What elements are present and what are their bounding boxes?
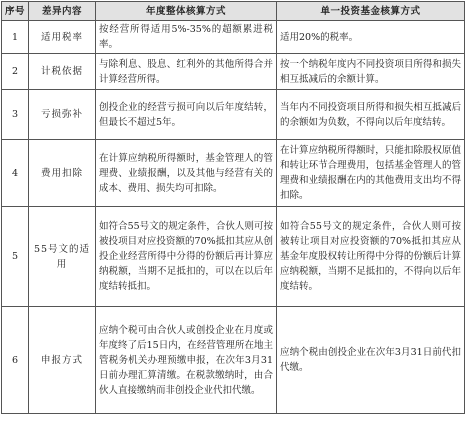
row-diff: 费用扣除: [29, 140, 96, 207]
row-single: 适用20%的税率。: [277, 21, 465, 54]
row-annual: 与除利息、股息、红利外的其他所得合并计算经营所得。: [96, 54, 277, 90]
row-diff: 亏损弥补: [29, 90, 96, 140]
row-no: 1: [2, 21, 29, 54]
row-no: 5: [2, 207, 29, 307]
table-row: [2, 54, 465, 90]
row-no: 2: [2, 54, 29, 90]
header-no: 序号: [2, 2, 29, 21]
row-diff: 55号文的适用: [29, 207, 96, 307]
row-diff: 申报方式: [29, 307, 96, 414]
header-single: 单一投资基金核算方式: [277, 2, 465, 21]
table-row: [2, 307, 465, 414]
row-annual: 如符合55号文的规定条件，合伙人则可按被投项目对应投资额的70%抵扣其应从创投企业经营所得中分得的份额后再计算应纳税额，当期不足抵扣的，可以在以后年度结转抵扣。: [96, 207, 277, 307]
table-row: [2, 90, 465, 140]
header-annual: 年度整体核算方式: [96, 2, 277, 21]
header-row: [2, 2, 465, 21]
row-single: 在计算应纳税所得额时，只能扣除股权原值和转让环节合理费用，包括基金管理人的管理费和业绩报酬在内的其他费用支出均不得扣除。: [277, 140, 465, 207]
header-diff: 差异内容: [29, 2, 96, 21]
row-no: 6: [2, 307, 29, 414]
table-row: [2, 21, 465, 54]
tax-comparison-table: [1, 1, 465, 414]
row-single: 按一个纳税年度内不同投资项目所得和损失相互抵减后的余额计算。: [277, 54, 465, 90]
row-diff: 适用税率: [29, 21, 96, 54]
row-annual: 在计算应纳税所得额时，基金管理人的管理费、业绩报酬，以及其他与经营有关的成本、费用、损失均可扣除。: [96, 140, 277, 207]
row-no: 4: [2, 140, 29, 207]
table-row: [2, 140, 465, 207]
row-annual: 创投企业的经营亏损可向以后年度结转，但最长不超过5年。: [96, 90, 277, 140]
row-diff: 计税依据: [29, 54, 96, 90]
table-row: [2, 207, 465, 307]
row-no: 3: [2, 90, 29, 140]
row-annual: 应纳个税可由合伙人或创投企业在月度或年度终了后15日内，在经营管理所在地主管税务机关办理预缴申报，在次年3月31日前办理汇算清缴。在税款缴纳时，由合伙人直接缴纳而非创投企业代扣代缴。: [96, 307, 277, 414]
row-annual: 按经营所得适用5%-35%的超额累进税率。: [96, 21, 277, 54]
row-single: 应纳个税由创投企业在次年3月31日前代扣代缴。: [277, 307, 465, 414]
row-single: 当年内不同投资项目所得和损失相互抵减后的余额如为负数，不得向以后年度结转。: [277, 90, 465, 140]
row-single: 如符合55号文的规定条件，合伙人则可按被转让项目对应投资额的70%抵扣其应从基金年度股权转让所得中分得的份额后计算应纳税额，当期不足抵扣的，不得向以后年度结转。: [277, 207, 465, 307]
